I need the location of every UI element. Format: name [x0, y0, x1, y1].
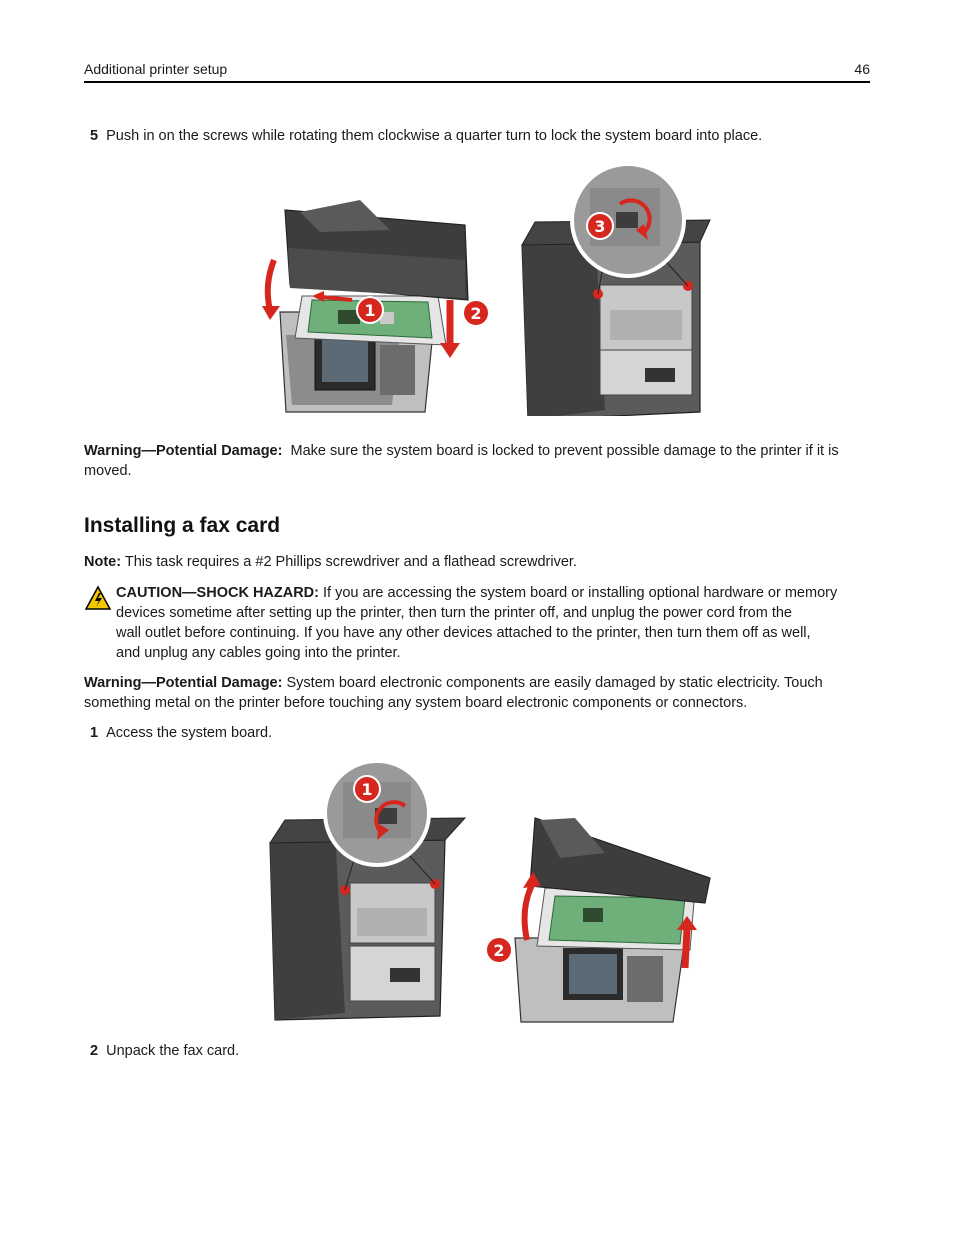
printer-front-raise-illustration	[486, 818, 710, 1022]
callout-1: 1	[364, 301, 376, 320]
step-2	[90, 1041, 880, 1061]
step-5	[90, 126, 880, 146]
step-text: Unpack the fax card.	[106, 1043, 240, 1059]
step-text: Push in on the screws while rotating them clockwise a quarter turn to lock the system board into place.	[106, 128, 763, 144]
warning-potential-damage-1	[84, 441, 874, 481]
note	[84, 552, 874, 572]
caution-text-line-3: wall outlet before continuing. If you have any other devices attached to the printer, then turn them off as well,	[116, 625, 811, 641]
running-header-title: Additional printer setup	[84, 61, 228, 77]
note-text: This task requires a #2 Phillips screwdriver and a flathead screwdriver.	[124, 554, 577, 570]
warning-potential-damage-2	[84, 673, 874, 713]
note-label: Note:	[84, 554, 122, 570]
caution-text-line-4: and unplug any cables going into the printer.	[116, 645, 401, 661]
caution-text-line-2: devices sometime after setting up the printer, then turn the printer off, and unplug the power cord from the	[116, 605, 792, 621]
printer-rear-unlock-illustration	[270, 761, 465, 1020]
caution-text-line-1: If you are accessing the system board or installing optional hardware or memory	[323, 585, 838, 601]
printer-illustration-2	[265, 758, 715, 1024]
warning-text-line-2: something metal on the printer before touching any system board electronic components or connectors.	[84, 695, 748, 711]
warning-label: Warning—Potential Damage:	[84, 443, 283, 459]
printer-rear-illustration	[522, 164, 710, 416]
caution-label: CAUTION—SHOCK HAZARD:	[116, 585, 319, 601]
step-text: Access the system board.	[106, 725, 273, 741]
callout-3: 3	[594, 217, 606, 236]
caution-shock-hazard	[116, 583, 876, 663]
figure-lock-system-board	[260, 160, 720, 416]
step-number: 2	[90, 1043, 99, 1059]
printer-front-open-illustration	[262, 200, 489, 412]
step-number: 1	[90, 725, 99, 741]
page-number: 46	[854, 61, 870, 77]
callout-2: 2	[493, 941, 505, 960]
section-title: Installing a fax card	[84, 514, 281, 537]
callout-2: 2	[470, 304, 482, 323]
shock-hazard-warning-icon	[84, 585, 112, 611]
step-number: 5	[90, 128, 99, 144]
callout-1: 1	[361, 780, 373, 799]
warning-text-line-1: System board electronic components are easily damaged by static electricity. Touch	[286, 675, 823, 691]
warning-text: Make sure the system board is locked to prevent possible damage to the printer if it is moved.	[84, 443, 839, 479]
step-1	[90, 723, 880, 743]
header-rule	[84, 81, 870, 83]
printer-illustration	[260, 160, 720, 416]
warning-label: Warning—Potential Damage:	[84, 675, 283, 691]
figure-access-system-board	[265, 758, 715, 1024]
